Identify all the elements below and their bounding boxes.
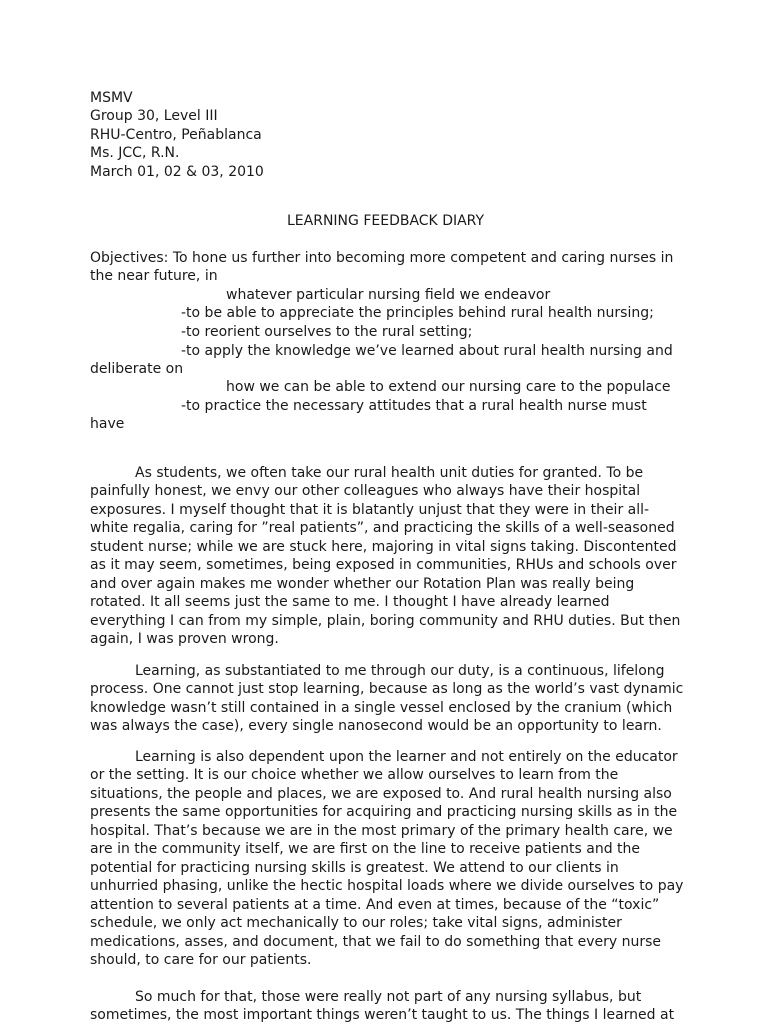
objectives-item: -to apply the knowledge we’ve learned about rural health nursing and <box>181 343 673 359</box>
paragraph-line: medications, asses, and document, that we fail to do something that every nurse <box>90 934 662 950</box>
paragraph-line: attention to several patients at a time. And even at times, because of the “toxic” <box>90 897 660 913</box>
paragraph-line: unhurried phasing, unlike the hectic hospital loads where we divide ourselves to pay <box>90 878 684 894</box>
objectives-line: deliberate on <box>90 361 184 377</box>
paragraph-line: sometimes, the most important things weren’t taught to us. The things I learned at <box>90 1007 675 1023</box>
paragraph-line: everything I can from my simple, plain, boring community and RHU duties. But then <box>90 613 681 629</box>
paragraph-line: process. One cannot just stop learning, because as long as the world’s vast dynamic <box>90 681 684 697</box>
paragraph-line: Learning is also dependent upon the learner and not entirely on the educator <box>135 749 678 765</box>
header-location: RHU-Centro, Peñablanca <box>90 127 262 143</box>
document-title: LEARNING FEEDBACK DIARY <box>287 213 485 229</box>
objectives-line: how we can be able to extend our nursing care to the populace <box>226 379 671 395</box>
paragraph-line: was always the case), every single nanosecond would be an opportunity to learn. <box>90 718 662 734</box>
paragraph-line: again, I was proven wrong. <box>90 631 279 647</box>
paragraph-line: rotated. It all seems just the same to me. I thought I have already learned <box>90 594 610 610</box>
paragraph-line: presents the same opportunities for acquiring and practicing nursing skills as in the <box>90 804 678 820</box>
objectives-line: have <box>90 416 125 432</box>
paragraph-line: white regalia, caring for ”real patients”, and practicing the skills of a well-seasoned <box>90 520 675 536</box>
header-instructor: Ms. JCC, R.N. <box>90 145 180 161</box>
objectives-line: whatever particular nursing field we endeavor <box>226 287 551 303</box>
paragraph-line: as it may seem, sometimes, being exposed in communities, RHUs and schools over <box>90 557 677 573</box>
objectives-item: -to reorient ourselves to the rural setting; <box>181 324 473 340</box>
paragraph-line: So much for that, those were really not part of any nursing syllabus, but <box>135 989 642 1005</box>
objectives-item: -to be able to appreciate the principles behind rural health nursing; <box>181 305 654 321</box>
objectives-line: Objectives: To hone us further into becoming more competent and caring nurses in <box>90 250 674 266</box>
objectives-line: the near future, in <box>90 268 218 284</box>
paragraph-line: or the setting. It is our choice whether we allow ourselves to learn from the <box>90 767 619 783</box>
paragraph-line: hospital. That’s because we are in the most primary of the primary health care, we <box>90 823 673 839</box>
paragraph-line: are in the community itself, we are first on the line to receive patients and the <box>90 841 641 857</box>
paragraph-line: potential for practicing nursing skills is greatest. We attend to our clients in <box>90 860 619 876</box>
paragraph-line: student nurse; while we are stuck here, majoring in vital signs taking. Discontented <box>90 539 677 555</box>
paragraph-line: exposures. I myself thought that it is blatantly unjust that they were in their all- <box>90 502 650 518</box>
paragraph-line: As students, we often take our rural health unit duties for granted. To be <box>135 465 644 481</box>
paragraph-line: schedule, we only act mechanically to our roles; take vital signs, administer <box>90 915 622 931</box>
paragraph-line: and over again makes me wonder whether our Rotation Plan was really being <box>90 576 635 592</box>
paragraph-line: painfully honest, we envy our other colleagues who always have their hospital <box>90 483 641 499</box>
paragraph-line: should, to care for our patients. <box>90 952 312 968</box>
paragraph-line: situations, the people and places, we are exposed to. And rural health nursing also <box>90 786 672 802</box>
paragraph-line: Learning, as substantiated to me through our duty, is a continuous, lifelong <box>135 663 665 679</box>
paragraph-line: knowledge wasn’t still contained in a single vessel enclosed by the cranium (which <box>90 700 673 716</box>
header-group: Group 30, Level III <box>90 108 218 124</box>
header-dates: March 01, 02 & 03, 2010 <box>90 164 264 180</box>
header-author: MSMV <box>90 90 133 106</box>
objectives-item: -to practice the necessary attitudes that a rural health nurse must <box>181 398 647 414</box>
